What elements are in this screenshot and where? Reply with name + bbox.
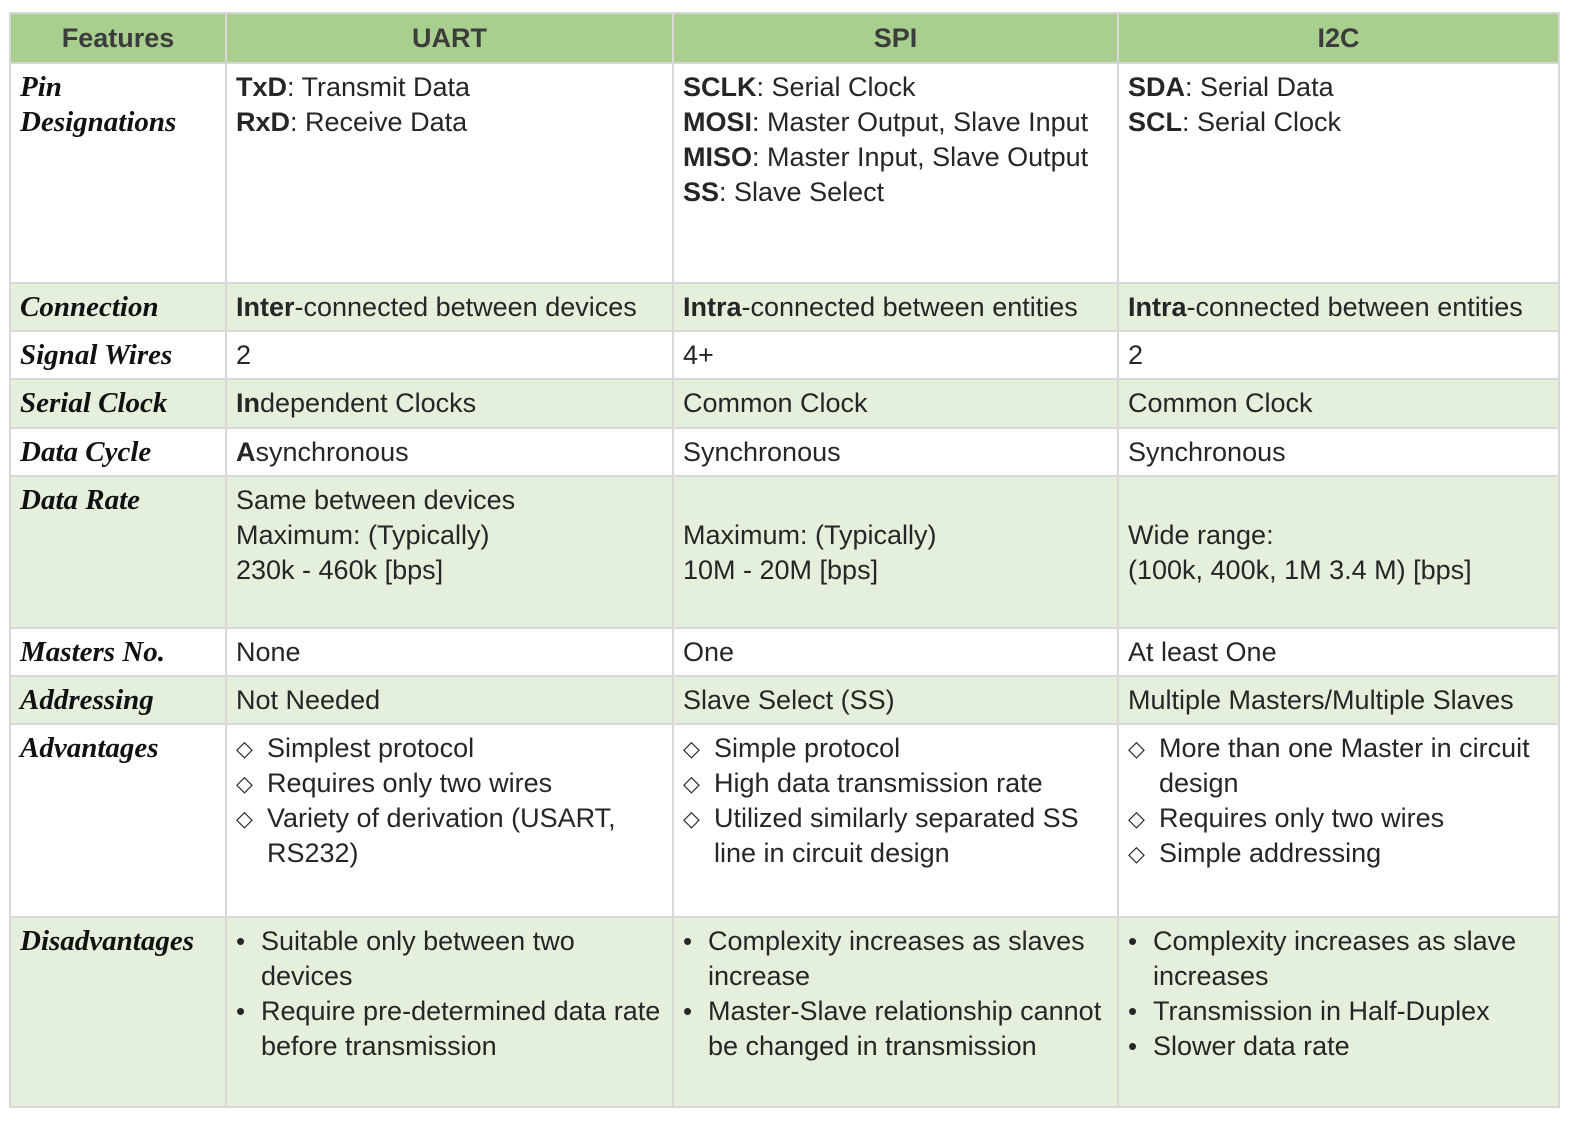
header-uart: UART	[226, 13, 673, 63]
disadvantages-list	[683, 924, 1108, 1064]
feature-label-addressing: Addressing	[10, 676, 226, 724]
cycle-text: synchronous	[255, 437, 409, 467]
uart-data-cycle	[226, 428, 673, 476]
i2c-connection	[1118, 283, 1559, 331]
spi-serial-clock: Common Clock	[673, 379, 1118, 428]
header-features: Features	[10, 13, 226, 63]
spi-disadvantages	[673, 917, 1118, 1107]
uart-connection	[226, 283, 673, 331]
comparison-table	[9, 12, 1560, 1108]
pin-item	[683, 70, 1108, 105]
diamond-bullet-icon: ◇	[1128, 841, 1145, 866]
advantage-text: Simple protocol	[714, 733, 901, 763]
pin-item	[683, 105, 1108, 140]
bullet-dot-icon: •	[236, 926, 246, 956]
spi-signal-wires: 4+	[673, 331, 1118, 379]
disadvantage-text: Master-Slave relationship cannot be changed in transmission	[708, 996, 1102, 1061]
row-masters	[10, 628, 1559, 676]
bullet-dot-icon: •	[683, 926, 693, 956]
pin-item	[236, 70, 663, 105]
list-item	[236, 731, 663, 766]
row-data-rate	[10, 476, 1559, 628]
feature-label-line: Pin	[20, 71, 62, 103]
uart-signal-wires: 2	[226, 331, 673, 379]
list-item	[236, 994, 663, 1064]
rate-line: Wide range:	[1128, 520, 1274, 550]
list-item	[1128, 994, 1549, 1029]
list-item	[683, 766, 1108, 801]
advantage-text: More than one Master in circuit design	[1159, 733, 1530, 798]
list-item	[683, 801, 1108, 871]
advantage-text: Requires only two wires	[1159, 803, 1445, 833]
diamond-bullet-icon: ◇	[1128, 736, 1145, 761]
feature-label-disadvantages: Disadvantages	[10, 917, 226, 1107]
row-disadvantages	[10, 917, 1559, 1107]
uart-data-rate	[226, 476, 673, 628]
i2c-advantages	[1118, 724, 1559, 917]
bullet-dot-icon: •	[1128, 926, 1138, 956]
pin-desc: : Master Output, Slave Input	[752, 107, 1089, 137]
spi-data-cycle: Synchronous	[673, 428, 1118, 476]
feature-label-signal-wires: Signal Wires	[10, 331, 226, 379]
pin-desc: : Transmit Data	[287, 72, 471, 102]
rate-line: Maximum: (Typically)	[236, 520, 490, 550]
pin-item	[683, 175, 1108, 210]
pin-desc: : Receive Data	[290, 107, 468, 137]
i2c-disadvantages	[1118, 917, 1559, 1107]
uart-pins	[226, 63, 673, 283]
diamond-bullet-icon: ◇	[236, 806, 253, 831]
uart-serial-clock	[226, 379, 673, 428]
diamond-bullet-icon: ◇	[236, 771, 253, 796]
header-i2c: I2C	[1118, 13, 1559, 63]
header-row	[10, 13, 1559, 63]
row-advantages	[10, 724, 1559, 917]
list-item	[236, 766, 663, 801]
feature-label-pin-designations	[10, 63, 226, 283]
clock-text: dependent Clocks	[260, 388, 477, 418]
disadvantage-text: Suitable only between two devices	[261, 926, 575, 991]
spi-connection	[673, 283, 1118, 331]
disadvantage-text: Complexity increases as slave increases	[1153, 926, 1517, 991]
list-item	[236, 924, 663, 994]
list-item	[236, 801, 663, 871]
pin-code: MISO	[683, 142, 753, 172]
list-item	[1128, 836, 1549, 871]
feature-label-data-cycle: Data Cycle	[10, 428, 226, 476]
disadvantage-text: Require pre-determined data rate before transmission	[261, 996, 661, 1061]
list-item	[1128, 924, 1549, 994]
pin-code: SS	[683, 177, 720, 207]
i2c-pins	[1118, 63, 1559, 283]
disadvantages-list	[236, 924, 663, 1064]
rate-line: Same between devices	[236, 485, 516, 515]
feature-label-serial-clock: Serial Clock	[10, 379, 226, 428]
advantages-list	[1128, 731, 1549, 871]
pin-item	[236, 105, 663, 140]
diamond-bullet-icon: ◇	[683, 736, 700, 761]
spi-pins	[673, 63, 1118, 283]
rate-spacer	[1128, 483, 1549, 518]
disadvantage-text: Transmission in Half-Duplex	[1153, 996, 1490, 1026]
list-item	[683, 994, 1108, 1064]
uart-addressing: Not Needed	[226, 676, 673, 724]
diamond-bullet-icon: ◇	[683, 806, 700, 831]
pin-item	[1128, 70, 1549, 105]
connection-emphasis: Inter	[236, 292, 295, 322]
feature-label-masters: Masters No.	[10, 628, 226, 676]
list-item	[1128, 731, 1549, 801]
pin-desc: : Serial Data	[1185, 72, 1334, 102]
pin-code: TxD	[236, 72, 288, 102]
diamond-bullet-icon: ◇	[683, 771, 700, 796]
rate-line: Maximum: (Typically)	[683, 520, 937, 550]
clock-emphasis: In	[236, 388, 260, 418]
disadvantages-list	[1128, 924, 1549, 1064]
pin-desc: : Slave Select	[719, 177, 885, 207]
rate-line: (100k, 400k, 1M 3.4 M) [bps]	[1128, 555, 1472, 585]
rate-line: 10M - 20M [bps]	[683, 555, 879, 585]
advantage-text: Requires only two wires	[267, 768, 553, 798]
feature-label-data-rate: Data Rate	[10, 476, 226, 628]
connection-emphasis: Intra	[683, 292, 742, 322]
i2c-signal-wires: 2	[1118, 331, 1559, 379]
i2c-data-rate	[1118, 476, 1559, 628]
list-item	[683, 924, 1108, 994]
rate-spacer	[683, 483, 1108, 518]
feature-label-advantages: Advantages	[10, 724, 226, 917]
list-item	[683, 731, 1108, 766]
uart-masters: None	[226, 628, 673, 676]
row-signal-wires	[10, 331, 1559, 379]
spi-data-rate	[673, 476, 1118, 628]
bullet-dot-icon: •	[683, 996, 693, 1026]
bullet-dot-icon: •	[1128, 1031, 1138, 1061]
advantage-text: High data transmission rate	[714, 768, 1043, 798]
advantage-text: Simple addressing	[1159, 838, 1382, 868]
i2c-masters: At least One	[1118, 628, 1559, 676]
row-connection	[10, 283, 1559, 331]
disadvantage-text: Complexity increases as slaves increase	[708, 926, 1085, 991]
connection-text: -connected between devices	[294, 292, 637, 322]
advantage-text: Variety of derivation (USART, RS232)	[267, 803, 616, 868]
pin-desc: : Serial Clock	[756, 72, 916, 102]
pin-code: RxD	[236, 107, 291, 137]
cycle-emphasis: A	[236, 437, 256, 467]
uart-disadvantages	[226, 917, 673, 1107]
pin-code: MOSI	[683, 107, 753, 137]
advantage-text: Utilized similarly separated SS line in circuit design	[714, 803, 1079, 868]
rate-line: 230k - 460k [bps]	[236, 555, 444, 585]
list-item	[1128, 1029, 1549, 1064]
i2c-serial-clock: Common Clock	[1118, 379, 1559, 428]
pin-code: SCLK	[683, 72, 757, 102]
row-serial-clock	[10, 379, 1559, 428]
disadvantage-text: Slower data rate	[1153, 1031, 1350, 1061]
pin-code: SCL	[1128, 107, 1182, 137]
list-item	[1128, 801, 1549, 836]
spi-advantages	[673, 724, 1118, 917]
bullet-dot-icon: •	[1128, 996, 1138, 1026]
i2c-data-cycle: Synchronous	[1118, 428, 1559, 476]
feature-label-line: Designations	[20, 106, 177, 138]
pin-item	[683, 140, 1108, 175]
i2c-addressing: Multiple Masters/Multiple Slaves	[1118, 676, 1559, 724]
header-spi: SPI	[673, 13, 1118, 63]
pin-desc: : Master Input, Slave Output	[752, 142, 1089, 172]
spi-addressing: Slave Select (SS)	[673, 676, 1118, 724]
pin-code: SDA	[1128, 72, 1186, 102]
row-pin-designations	[10, 63, 1559, 283]
pin-desc: : Serial Clock	[1182, 107, 1342, 137]
connection-text: -connected between entities	[1186, 292, 1523, 322]
advantages-list	[236, 731, 663, 871]
uart-advantages	[226, 724, 673, 917]
spi-masters: One	[673, 628, 1118, 676]
diamond-bullet-icon: ◇	[236, 736, 253, 761]
feature-label-connection: Connection	[10, 283, 226, 331]
diamond-bullet-icon: ◇	[1128, 806, 1145, 831]
row-addressing	[10, 676, 1559, 724]
connection-text: -connected between entities	[741, 292, 1078, 322]
bullet-dot-icon: •	[236, 996, 246, 1026]
pin-item	[1128, 105, 1549, 140]
advantage-text: Simplest protocol	[267, 733, 475, 763]
row-data-cycle	[10, 428, 1559, 476]
advantages-list	[683, 731, 1108, 871]
connection-emphasis: Intra	[1128, 292, 1187, 322]
